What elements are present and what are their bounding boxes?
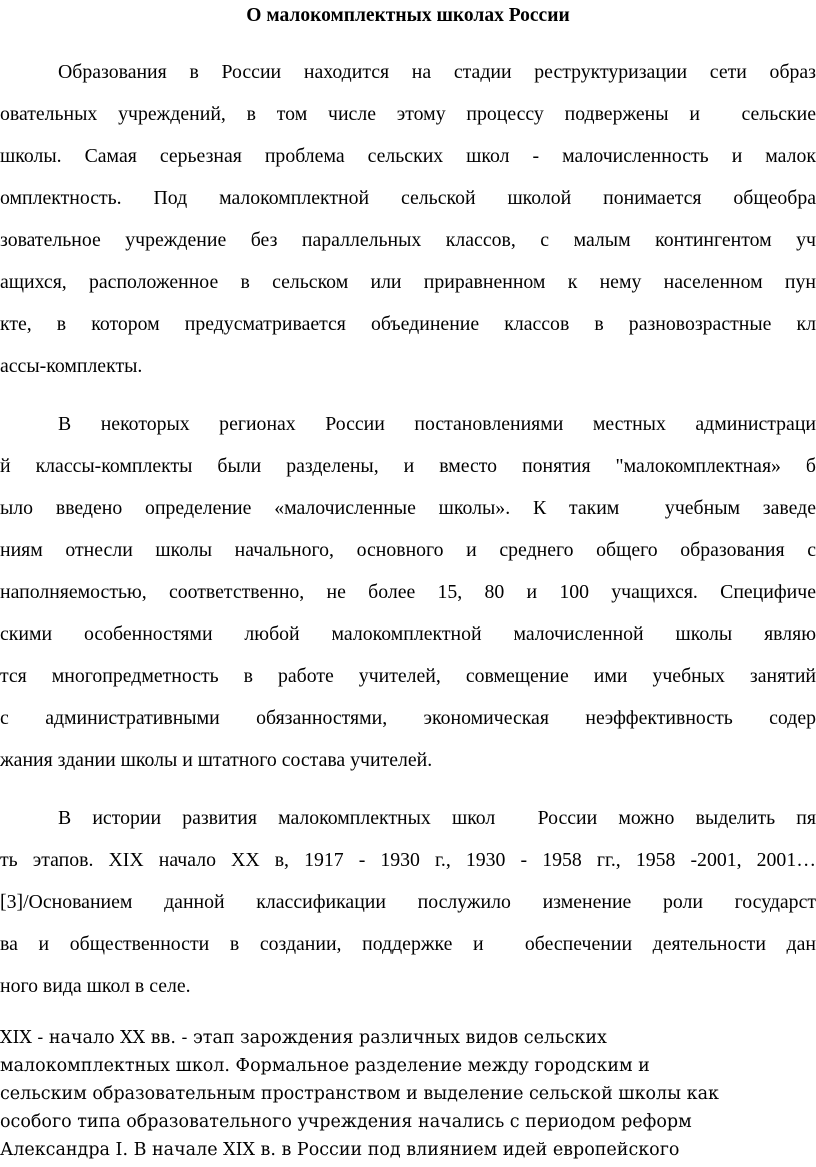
text-line: [3]/Основанием данной классификации послужило изменение роли государст <box>0 891 816 913</box>
text-line: ыло введено определение «малочисленные школы». К таким учебным заведе <box>0 497 816 519</box>
text-line: ащихся, расположенное в сельском или приравненном к нему населенном пун <box>0 271 816 293</box>
text-line: кте, в котором предусматривается объединение классов в разновозрастные кл <box>0 313 816 335</box>
text-line: ного вида школ в селе. <box>0 975 191 997</box>
text-line: ассы-комплекты. <box>0 355 143 377</box>
text-line: скими особенностями любой малокомплектной малочисленной школы являю <box>0 623 816 645</box>
text-line: й классы-комплекты были разделены, и вместо понятия "малокомплектная» б <box>0 455 816 477</box>
text-line: овательных учреждений, в том числе этому процессу подвержены и сельские <box>0 103 816 125</box>
text-line: ва и общественности в создании, поддержке и обеспечении деятельности дан <box>0 933 816 955</box>
document-title: О малокомплектных школах России <box>246 5 570 26</box>
text-line: ть этапов. XIX начало XX в, 1917 - 1930 г., 1930 - 1958 гг., 1958 -2001, 2001… <box>0 849 816 871</box>
text-line: В истории развития малокомплектных школ России можно выделить пя <box>58 807 816 829</box>
text-line: омплектность. Под малокомплектной сельской школой понимается общеобра <box>0 187 816 209</box>
text-line: наполняемостью, соответственно, не более 15, 80 и 100 учащихся. Специфиче <box>0 581 816 603</box>
text-line: особого типа образовательного учреждения начались с периодом реформ <box>0 1112 692 1132</box>
text-line: В некоторых регионах России постановлениями местных администраци <box>58 413 816 435</box>
text-line: с административными обязанностями, экономическая неэффективность содер <box>0 707 816 729</box>
text-line: XIX - начало XX вв. - этап зарождения различных видов сельских <box>0 1028 607 1048</box>
text-line: тся многопредметность в работе учителей, совмещение ими учебных занятий <box>0 665 816 687</box>
text-line: сельским образовательным пространством и выделение сельской школы как <box>0 1084 719 1104</box>
text-line: ниям отнесли школы начального, основного и среднего общего образования с <box>0 539 816 561</box>
text-line: зовательное учреждение без параллельных классов, с малым контингентом уч <box>0 229 816 251</box>
text-line: Александра I. В начале XIX в. в России под влиянием идей европейского <box>0 1140 680 1160</box>
text-line: Образования в России находится на стадии реструктуризации сети образ <box>58 61 816 83</box>
text-line: малокомплектных школ. Формальное разделение между городским и <box>0 1056 650 1076</box>
text-line: школы. Самая серьезная проблема сельских школ - малочисленность и малок <box>0 145 816 167</box>
text-line: жания здании школы и штатного состава учителей. <box>0 749 433 771</box>
